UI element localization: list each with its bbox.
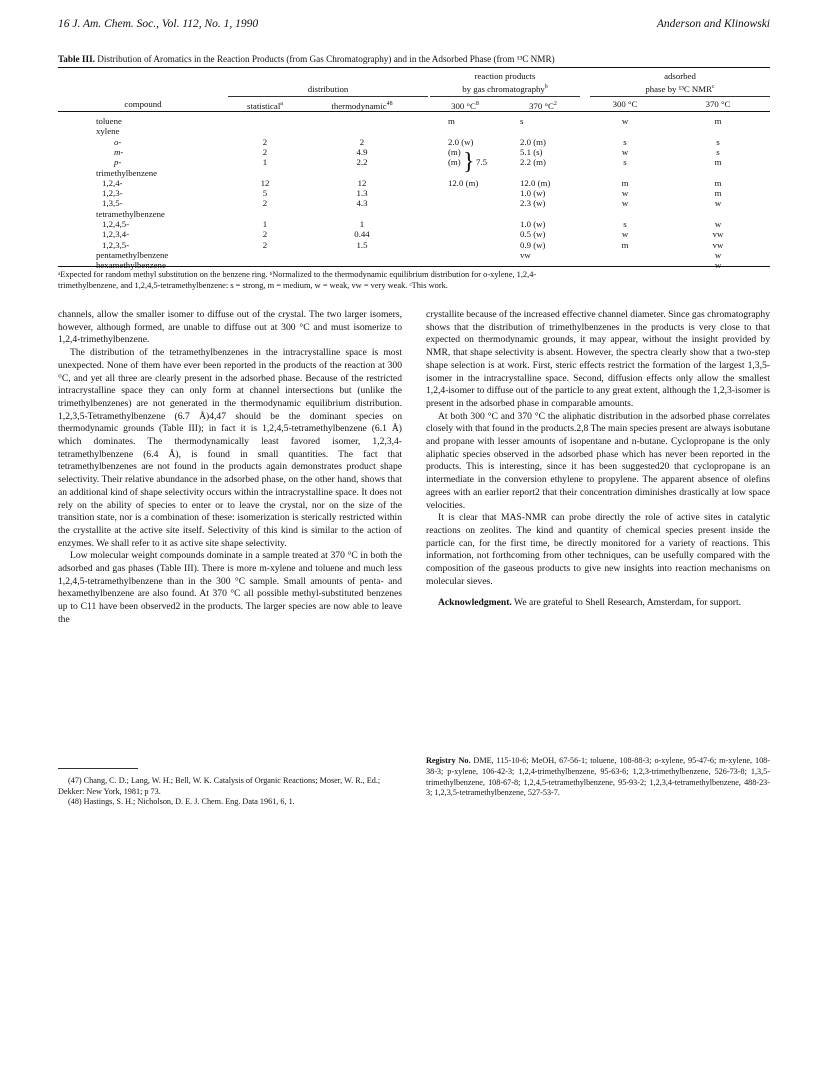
col-gc-300: 300 $^\circ C^8$ [451,100,479,111]
table-cell-gc370: 0.9 (w) [520,239,546,250]
table-cell-compound: 1,2,4,5- [102,219,130,229]
table-cell-gc300: 2.0 (w) [448,136,474,147]
table-cell-compound: 1,3,5- [102,198,123,209]
distribution-group-rule [228,96,428,97]
table-caption [58,54,770,64]
table-cell-gc370: 12.0 (m) [520,177,551,188]
right-column [426,309,770,610]
running-head-right: Anderson and Klinowski [656,18,770,30]
references [58,776,402,808]
table-cell-gc300: (m) [448,146,461,157]
table-cell-stat: 2 [262,198,268,209]
table-cell-compound: pentamethylbenzene [96,249,169,260]
table-caption-text: Distribution of Aromatics in the Reaction Products (from Gas Chromatography) and in the Adsorbed Phase (from ¹³C NMR) [97,54,555,64]
col-nmr-300: 300 °C [612,99,638,109]
table-cell-nmr300: w [621,198,629,209]
group-reaction-line2: by gas chromatography$^b$ [462,83,548,94]
table-cell-nmr300: m [621,239,629,250]
table-cell-gc370: 2.2 (m) [520,157,546,168]
table-cell-compound: m- [114,146,124,157]
col-thermodynamic: thermodynamic$^{48}$ [331,100,393,111]
group-reaction-line1: reaction products [474,71,536,81]
table-cell-compound: 1,2,3,5- [102,239,130,250]
table-cell-gc370: vw [520,249,531,260]
acknowledgment-label: Acknowledgment. [438,597,512,609]
table-cell-compound: 1,2,3,4- [102,229,130,240]
table-cell-nmr370: m [714,157,722,168]
table-cell-nmr370: s [716,136,720,147]
table-cell-stat: 12 [260,177,270,188]
table-cell-thermo: 2 [359,136,365,147]
table-cell-gc300: m [448,116,455,126]
table-cell-stat: 2 [262,136,268,147]
reaction-group-rule [430,96,580,97]
table-cell-gc370: 1.0 (w) [520,188,546,199]
table-cell-nmr300: s [623,136,627,147]
group-adsorbed-line2: phase by ¹³C NMR$^c$ [645,83,715,94]
table-cell-nmr370: w [714,249,722,260]
table-cell-stat: 2 [262,229,268,240]
table-cell-stat: 2 [262,146,268,157]
col-compound: compound [124,99,162,109]
page-header [58,18,770,34]
table-cell-thermo: 4.9 [356,146,368,157]
table-cell-nmr370: w [714,219,722,229]
left-paragraph-1: channels, allow the smaller isomer to diffuse out of the crystal. The two larger isomers, however, although formed, are unable to diffuse out at 300 °C and must isomerize to 1,2,4-trimethylbenzene. [58,309,402,346]
table-cell-stat: 1 [262,157,268,168]
table-cell-gc300: 12.0 (m) [448,177,479,188]
table-cell-nmr370: m [714,116,722,126]
table-cell-compound: o- [114,136,122,147]
table-cell-thermo: 2.2 [356,157,368,168]
table-cell-nmr370: m [714,177,722,188]
table-cell-nmr370: vw [712,229,724,240]
table-cell-nmr300: w [621,116,629,126]
table-cell-compound: xylene [96,126,120,137]
table-bottom-rule [58,266,770,267]
adsorbed-group-rule [590,96,770,97]
table-footnote-line1: ᵃExpected for random methyl substitution on the benzene ring. ᵇNormalized to the thermodynamic equilibrium distribution for o-xylene, 1,2,4- [58,270,537,279]
table-cell-nmr300: m [621,177,629,188]
registry-text: DME, 115-10-6; MeOH, 67-56-1; toluene, 108-88-3; o-xylene, 95-47-6; m-xylene, 108-38-3; p-xylene, 106-42-3; 1,2,4-trimethylbenzene, 95-63-6; 1,2,3-trimethylbenzene, 526-73-8; 1,3,5-trimethylbenzene, 108-67-8; 1,2,4,5-tetramethylbenzene, 95-93-2; 1,2,3,4-tetramethylbenzene, 488-23-3; 1,2,3,5-tetramethylbenzene, 527-53-7. [426,756,770,798]
brace-symbol: } [463,149,475,175]
registry-numbers [426,756,770,799]
table-cell-gc370: 2.0 (m) [520,136,546,147]
group-distribution: distribution [307,84,349,94]
table-cell-thermo: 1.3 [356,188,368,199]
left-paragraph-3: Low molecular weight compounds dominate in a sample treated at 370 °C in both the adsorbed and gas phases (Table III). There is more m-xylene and toluene and much less 1,2,4,5-tetramethylbenzene than in the 300 °C sample. Small amounts of penta- and hexamethylbenzene are also found. At 370 °C all possible methyl-substituted benzenes up to C11 have been observed2 in the products. The larger species are now able to leave the [58,550,402,625]
table-cell-thermo: 4.3 [356,198,368,209]
table-cell-nmr370: w [714,260,722,271]
table-cell-nmr370: s [716,146,720,157]
table-cell-compound: p- [114,157,122,168]
table-cell-thermo: 0.44 [354,229,370,240]
right-paragraph-3: It is clear that MAS-NMR can probe directly the role of active sites in catalytic reactions on zeolites. The kind and quantity of chemical species present inside the particle can, for the first time, be directly monitored for a variety of reactions. This information, not forthcoming from other techniques, can be usefully compared with the composition of the gaseous products to give new insights into reaction mechanisms on molecular sieves. [426,512,770,587]
table-cell-nmr300: s [623,157,627,168]
table-cell-gc370: s [520,116,524,126]
table-cell-nmr300: w [621,188,629,199]
group-adsorbed-line1: adsorbed [664,71,696,81]
table-cell-gc370: 0.5 (w) [520,229,546,240]
table-cell-gc370: 5.1 (s) [520,146,543,157]
table-cell-thermo: 12 [357,177,367,188]
right-paragraph-2: At both 300 °C and 370 °C the aliphatic distribution in the adsorbed phase correlates closely with that found in the products.2,8 The main species present are always isobutane and propane with lesser amounts of isopentane and n-butane. Cyclopropane is the only aliphatic species observed in the adsorbed phase which has never been reported in the products. This is interesting, since it has been suggested20 that cyclopropane is an intermediate in the conversion ethylene to propylene. The apparent absence of olefins agrees with an earlier report2 that their concentration diminishes drastically at low space velocities. [426,410,770,511]
footnote-separator [58,768,138,769]
table-cell-gc370: 2.3 (w) [520,198,546,209]
table-cell-compound: 1,2,4- [102,177,123,188]
table-footnote-line2: trimethylbenzene, and 1,2,4,5-tetramethylbenzene: s = strong, m = medium, w = weak, vw = very weak. ᶜThis work. [58,281,448,290]
left-paragraph-2: The distribution of the tetramethylbenzenes in the intracrystalline space is most unexpected. None of them have ever been reported in the products of the reaction at 300 °C, and yet all three are clearly present in the adsorbed phase. Because of the restricted intracrystalline space they can only form at channel intersections but (unlike the trimethylbenzenes) are not generated in the thermodynamic equilibrium distribution. 1,2,3,5-Tetramethylbenzene (6.7 Å)4,47 should be the dominant species on thermodynamic grounds (Table III); in fact it is 1,2,4,5-tetramethylbenzene (6.1 Å) which dominates. The thermodynamically least favored isomer, 1,2,3,4-tetramethylbenzene (6.4 Å), is found in small quantities. The fact that tetramethylbenzenes are not found in the products again demonstrates product shape selectivity. Their relative abundance in the adsorbed phase, on the other hand, shows that an additional kind of shape selectivity occurs within the intracrystalline space. It does not rely on the ability of species to enter or to leave the crystal, nor on the size of the transition state, nor is a combination of these: isomerization is sterically restricted within the crystallite at the active site itself. Selectivity of this kind is similar to the action of enzymes. We shall refer to it as active site shape selectivity. [58,347,402,549]
table-cell-compound: 1,2,3- [102,188,123,199]
reference-48: (48) Hastings, S. H.; Nicholson, D. E. J. Chem. Eng. Data 1961, 6, 1. [68,797,295,806]
table-footnotes [58,269,770,291]
table-cell-gc300: (m) [448,157,461,168]
table-cell-nmr300: w [621,146,629,157]
table-cell-compound: hexamethylbenzene [96,260,166,271]
acknowledgment [426,597,770,610]
col-gc-370: 370 $^\circ C^2$ [529,100,557,111]
running-head-left: 16 J. Am. Chem. Soc., Vol. 112, No. 1, 1990 [58,18,259,30]
table-label: Table III. [58,54,95,64]
registry-label: Registry No. [426,756,471,765]
acknowledgment-text: We are grateful to Shell Research, Amsterdam, for support. [511,597,742,609]
brace-value: 7.5 [476,157,487,167]
reference-47: (47) Chang, C. D.; Lang, W. H.; Bell, W. K. Catalysis of Organic Reactions; Moser, W. R., Ed.; Dekker: New York, 1981; p 73. [58,776,381,796]
table-cell-stat: 5 [262,188,268,199]
table-cell-nmr370: w [714,198,722,209]
table-top-rule [58,67,770,68]
table-cell-stat: 2 [262,239,268,250]
table-cell-thermo: 1 [359,219,365,229]
right-paragraph-1: crystallite because of the increased effective channel diameter. Since gas chromatography shows that the distribution of trimethylbenzenes in the products is very close to that expected on thermodynamic grounds, it may appear, without the insight provided by NMR, that shape selectivity is absent. However, the spectra clearly show that a two-step shape selection is at work. First, steric effects restrict the formation of the largest 1,3,5-isomer in the intracrystalline space. Second, diffusion effects only allow the smallest 1,2,4-isomer to diffuse out of the particle to any great extent, although the 1,2,3-isomer is present in the adsorbed phase in comparable amounts. [426,309,770,409]
left-column [58,309,402,627]
table-cell-compound: tetramethylbenzene [96,208,165,219]
table-cell-nmr370: m [714,188,722,199]
col-statistical: statistical$^a$ [247,100,283,111]
col-nmr-370: 370 °C [705,99,731,109]
table-cell-stat: 1 [262,219,268,229]
table-cell-compound: trimethylbenzene [96,167,158,178]
table-cell-compound: toluene [96,116,122,126]
table-cell-gc370: 1.0 (w) [520,219,546,229]
table-cell-nmr300: s [623,219,627,229]
table-cell-nmr370: vw [712,239,724,250]
table-cell-nmr300: w [621,229,629,240]
table-cell-thermo: 1.5 [356,239,368,250]
table-header-rule [58,111,770,112]
